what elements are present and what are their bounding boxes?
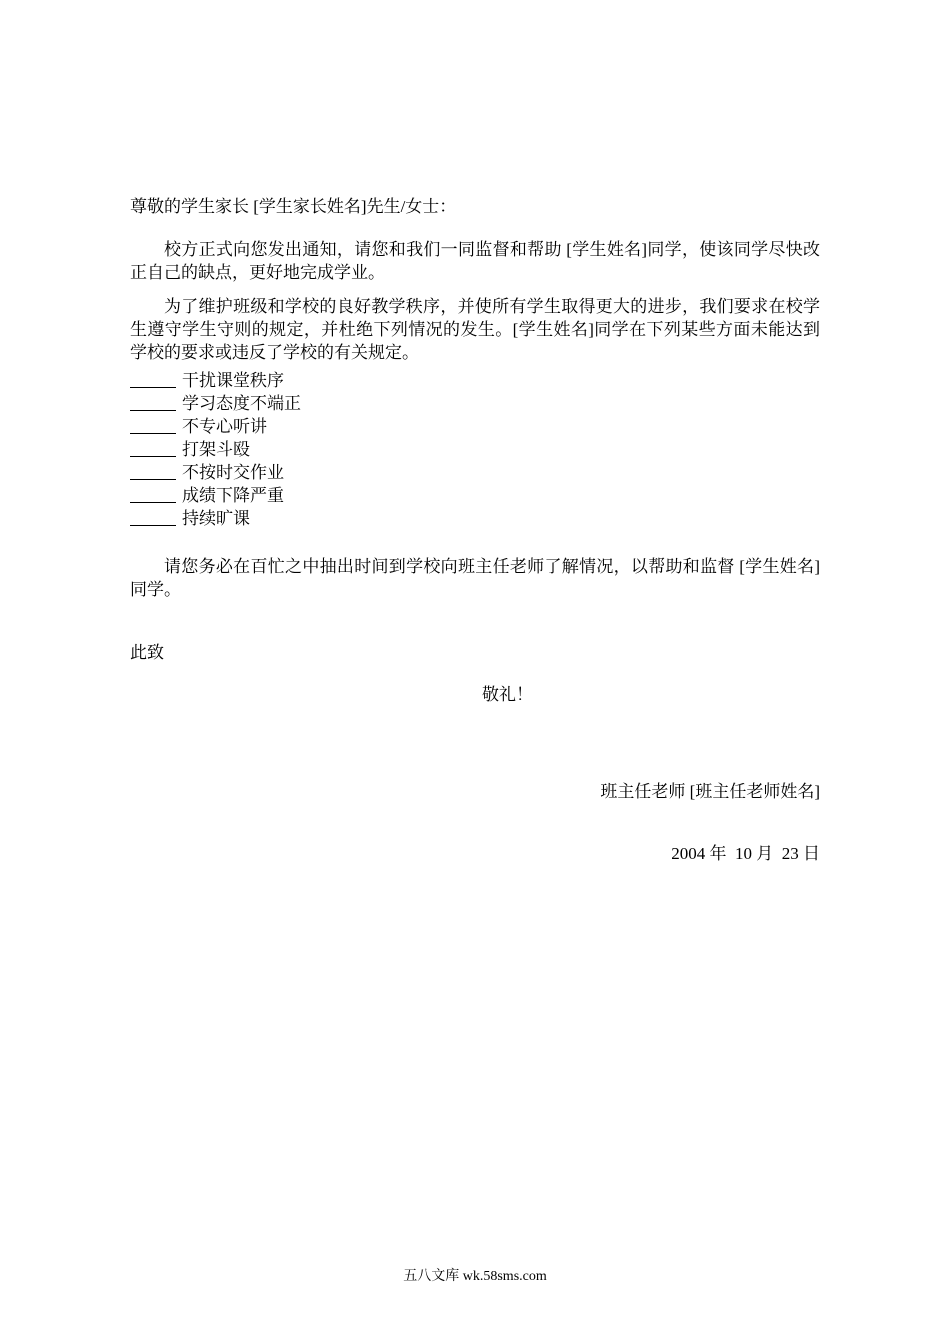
checklist-item: 打架斗殴 (130, 438, 301, 461)
checklist-item: 不专心听讲 (130, 415, 301, 438)
closing-jing-li: 敬礼！ (482, 685, 533, 704)
violation-checklist (130, 369, 301, 530)
blank-line (130, 463, 176, 480)
paragraph-notice: 校方正式向您发出通知，请您和我们一同监督和帮助 [学生姓名]同学，使该同学尽快改正自己的缺点，更好地完成学业。 (130, 240, 820, 282)
blank-line (130, 417, 176, 434)
blank-line (130, 509, 176, 526)
blank-line (130, 486, 176, 503)
footer-watermark: 五八文库 wk.58sms.com (403, 1269, 547, 1284)
salutation: 尊敬的学生家长 [学生家长姓名]先生/女士： (130, 197, 457, 216)
checklist-item: 干扰课堂秩序 (130, 369, 301, 392)
blank-line (130, 371, 176, 388)
signature: 班主任老师 [班主任老师姓名] (600, 782, 820, 801)
checklist-item: 成绩下降严重 (130, 484, 301, 507)
checklist-item: 持续旷课 (130, 507, 301, 530)
checklist-item: 学习态度不端正 (130, 392, 301, 415)
blank-line (130, 394, 176, 411)
paragraph-rules: 为了维护班级和学校的良好教学秩序，并使所有学生取得更大的进步，我们要求在校学生遵守学生守则的规定，并杜绝下列情况的发生。[学生姓名]同学在下列某些方面未能达到学校的要求或违反了学校的有关规定。 (130, 297, 820, 362)
checklist-item: 不按时交作业 (130, 461, 301, 484)
blank-line (130, 440, 176, 457)
letter-date: 2004 年 10 月 23 日 (671, 844, 820, 863)
paragraph-request: 请您务必在百忙之中抽出时间到学校向班主任老师了解情况，以帮助和监督 [学生姓名]同学。 (130, 557, 820, 599)
letter-page (130, 0, 820, 1344)
closing-ci-zhi: 此致 (130, 643, 164, 662)
